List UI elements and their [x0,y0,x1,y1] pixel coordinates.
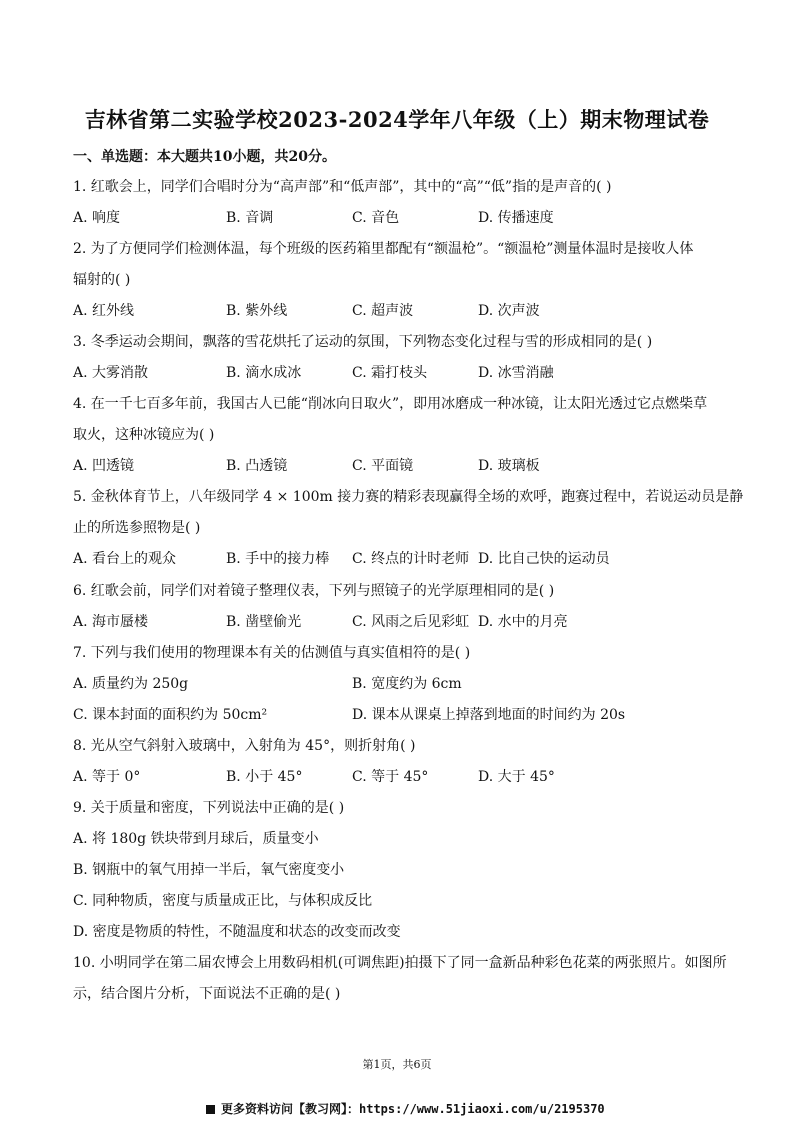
q5-option-a: A. 看台上的观众 [73,551,177,567]
q8-option-a: A. 等于 0° [73,769,141,785]
question-5-text: 5. 金秋体育节上，八年级同学 4 × 100m 接力赛的精彩表现赢得全场的欢呼，跑赛过程中，若说运动员是静 [73,489,744,505]
question-9-text: 9. 关于质量和密度，下列说法中正确的是( ) [73,800,345,816]
q2-option-c: C. 超声波 [352,303,414,319]
q5-option-b: B. 手中的接力棒 [226,551,330,567]
q6-option-b: B. 凿壁偷光 [226,614,302,630]
q4-option-b: B. 凸透镜 [226,458,288,474]
question-2-text-cont: 辐射的( ) [73,272,131,288]
q9-option-d: D. 密度是物质的特性，不随温度和状态的改变而改变 [73,924,401,940]
q1-option-d: D. 传播速度 [478,210,554,226]
question-10-text-cont: 示，结合图片分析，下面说法不正确的是( ) [73,986,341,1002]
question-1-text: 1. 红歌会上，同学们合唱时分为“高声部”和“低声部”，其中的“高”“低”指的是声音的( ) [73,179,612,195]
question-10-text: 10. 小明同学在第二届农博会上用数码相机(可调焦距)拍摄下了同一盒新品种彩色花菜的两张照片。如图所 [73,955,727,971]
question-8-text: 8. 光从空气斜射入玻璃中，入射角为 45°，则折射角( ) [73,738,416,754]
q7-option-c: C. 课本封面的面积约为 50cm² [73,707,268,723]
resource-banner[interactable] [206,1100,605,1117]
q7-option-a: A. 质量约为 250g [73,676,189,692]
q1-option-c: C. 音色 [352,210,400,226]
section-heading: 一、单选题：本大题共10小题，共20分。 [73,149,336,165]
q4-option-a: A. 凹透镜 [73,458,135,474]
question-4-text-cont: 取火，这种冰镜应为( ) [73,427,215,443]
q8-option-d: D. 大于 45° [478,769,555,785]
q1-option-a: A. 响度 [73,210,121,226]
q6-option-d: D. 水中的月亮 [478,614,568,630]
q8-option-c: C. 等于 45° [352,769,429,785]
q9-option-b: B. 钢瓶中的氧气用掉一半后，氧气密度变小 [73,862,345,878]
question-6-text: 6. 红歌会前，同学们对着镜子整理仪表，下列与照镜子的光学原理相同的是( ) [73,583,555,599]
question-2-text: 2. 为了方便同学们检测体温，每个班级的医药箱里都配有“额温枪”。“额温枪”测量体温时是接收人体 [73,241,694,257]
q2-option-b: B. 紫外线 [226,303,288,319]
q9-option-a: A. 将 180g 铁块带到月球后，质量变小 [73,831,319,847]
q4-option-c: C. 平面镜 [352,458,414,474]
q3-option-b: B. 滴水成冰 [226,365,302,381]
q7-option-d: D. 课本从课桌上掉落到地面的时间约为 20s [352,707,626,723]
q3-option-c: C. 霜打枝头 [352,365,428,381]
question-3-text: 3. 冬季运动会期间，飘落的雪花烘托了运动的氛围，下列物态变化过程与雪的形成相同的是( ) [73,334,653,350]
q2-option-a: A. 红外线 [73,303,135,319]
q1-option-b: B. 音调 [226,210,274,226]
question-5-text-cont: 止的所选参照物是( ) [73,520,201,536]
q5-option-d: D. 比自己快的运动员 [478,551,610,567]
q2-option-d: D. 次声波 [478,303,540,319]
q6-option-a: A. 海市蜃楼 [73,614,149,630]
q8-option-b: B. 小于 45° [226,769,303,785]
page-title: 吉林省第二实验学校2023-2024学年八年级（上）期末物理试卷 [84,107,710,132]
q3-option-d: D. 冰雪消融 [478,365,554,381]
page-number: 第1页，共6页 [362,1058,432,1071]
q9-option-c: C. 同种物质，密度与质量成正比，与体积成反比 [73,893,373,909]
banner-text: 更多资料访问【教习网】：https://www.51jiaoxi.com/u/2195370 [221,1102,605,1116]
q3-option-a: A. 大雾消散 [73,365,149,381]
flag-icon [206,1105,215,1114]
q5-option-c: C. 终点的计时老师 [352,551,470,567]
q7-option-b: B. 宽度约为 6cm [352,676,462,692]
q6-option-c: C. 风雨之后见彩虹 [352,614,470,630]
q4-option-d: D. 玻璃板 [478,458,540,474]
question-4-text: 4. 在一千七百多年前，我国古人已能“削冰向日取火”，即用冰磨成一种冰镜，让太阳光透过它点燃柴草 [73,396,708,412]
question-7-text: 7. 下列与我们使用的物理课本有关的估测值与真实值相符的是( ) [73,645,471,661]
